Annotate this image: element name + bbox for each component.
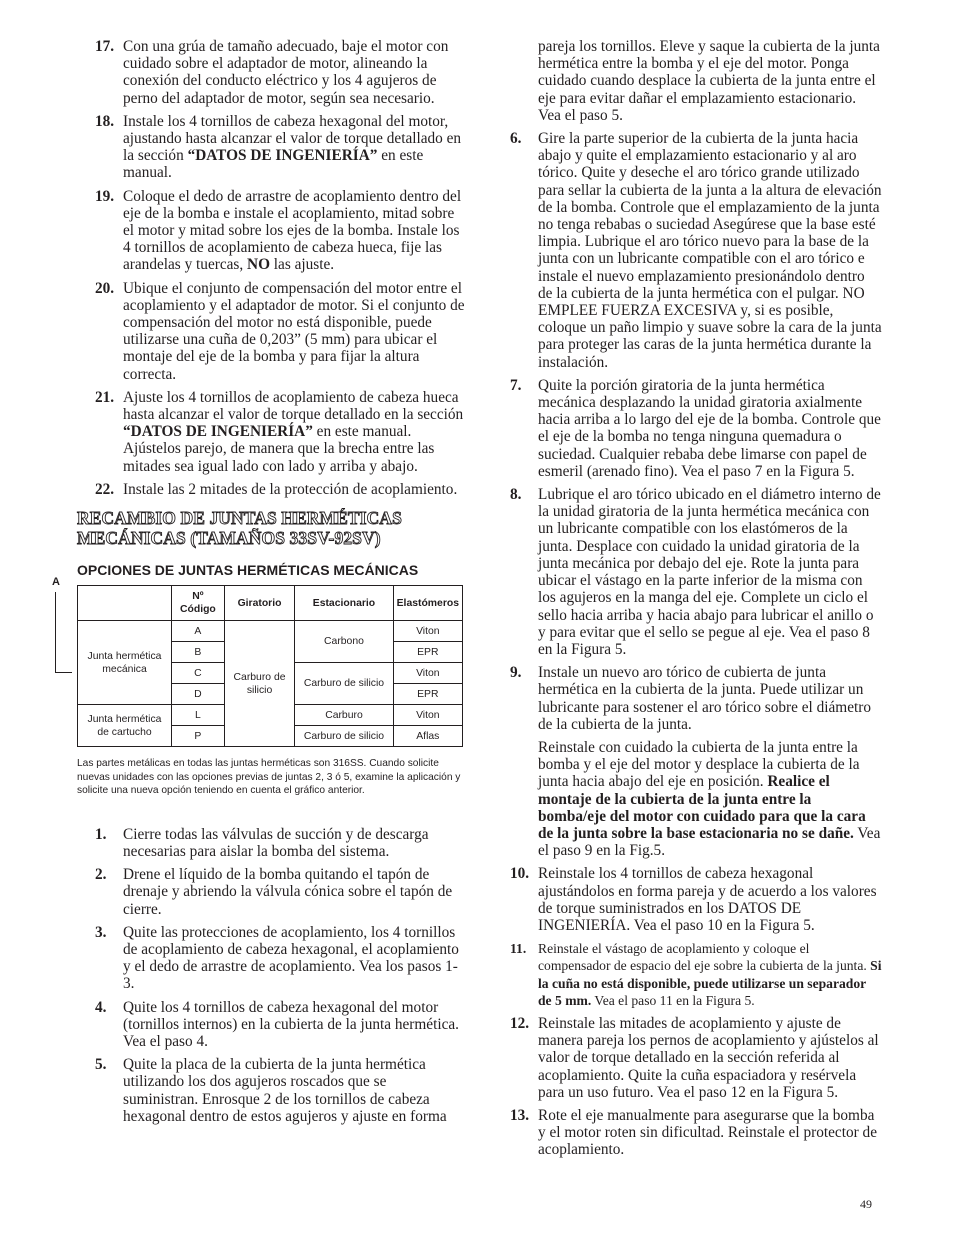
- step-number: 2.: [95, 866, 107, 884]
- step-text: Lubrique el aro tórico ubicado en el diámetro interno de la unidad giratoria de la junta hermética mecánica con un lubricante compatible con los elastómeros de la junta. Desplace con cuidado la unidad giratoria de la junta mecánica por debajo del eje. Rote la junta para ubicar el vástago en la parte inferior de la misma con los agujeros en la manga del eje. Complete un ciclo el sello hacia arriba y hacia abajo para lubricar el anillo o y para evitar que el sello se pegue al eje. Vea el paso 8 en la Figura 5.: [538, 486, 881, 658]
- marker-bracket-vertical: [55, 592, 56, 672]
- step-item: [95, 280, 465, 383]
- step-number: 12.: [510, 1014, 530, 1032]
- code-cell: L: [172, 705, 225, 726]
- step-text: Gire la parte superior de la cubierta de la junta hacia abajo y quite el emplazamiento estacionario y al aro tórico. Quite y deseche el aro tórico grande utilizado para sellar la cubierta de la junta a la altura de elevación de la bomba. Controle que el emplazamiento de la junta no tenga rebabas o suciedad Asegúrese que la base esté limpia. Lubrique el aro tórico nuevo para la base de la junta con un lubricante compatible con el aro tórico e instale el nuevo emplazamiento presionándolo dentro de la cubierta de la junta hermética con el pulgar. NO EMPLEE FUERZA EXCESIVA y, si es posible, coloque un paño limpio y suave sobre la cara de la junta para proteger las caras de la junta hermética durante la instalación.: [538, 130, 882, 371]
- code-cell: P: [172, 726, 225, 747]
- step-item: [510, 1107, 882, 1159]
- seal-options-table: [77, 585, 463, 747]
- stationary-cell: Carburo de silicio: [295, 663, 393, 705]
- step-item: [95, 924, 465, 993]
- step-paragraph: [538, 940, 882, 1009]
- step-paragraph: [123, 113, 465, 182]
- step-item: [510, 377, 882, 480]
- bold-text: NO: [247, 256, 270, 274]
- step-number: 17.: [95, 38, 115, 55]
- step-text: Instale un nuevo aro tórico de cubierta de junta hermética en la cubierta de la junta. Puede utilizar un lubricante para sostener el aro tórico sobre el diámetro de la cubierta de la junta.: [538, 664, 871, 733]
- step-text: Reinstale con cuidado la cubierta de la junta entre la bomba y el eje del motor y desplace la cubierta de la junta hacia abajo del eje en posición.: [538, 738, 860, 791]
- code-cell: B: [172, 642, 225, 663]
- step-number: 22.: [95, 480, 115, 498]
- step-text: Drene el líquido de la bomba quitando el tapón de drenaje y abriendo la válvula cónica sobre el tapón de cierre.: [123, 866, 453, 918]
- step-number: 5.: [95, 1056, 107, 1074]
- step-item: [95, 866, 465, 918]
- step-item: [95, 826, 465, 860]
- step-paragraph: [538, 486, 882, 658]
- bold-text: “DATOS DE INGENIERÍA”: [187, 147, 378, 165]
- step-text: Coloque el dedo de arrastre de acoplamiento dentro del eje de la bomba e instale el acoplamiento, mitad sobre el motor y mitad sobre los ejes de la bomba. Instale los 4 tornillos de acoplamiento de cabeza hueca, fije las arandelas y tuercas,: [123, 187, 462, 274]
- step-text: Quite la placa de la cubierta de la junta hermética utilizando los dos agujeros roscados que se suministran. Enrosque 2 de los tornillos de cabeza hexagonal dentro de estos agujeros y ajuste en forma: [123, 1056, 447, 1125]
- step-paragraph: [538, 1107, 882, 1159]
- step-number: 18.: [95, 112, 115, 130]
- step-item: [95, 1056, 465, 1125]
- header-type: [78, 586, 172, 621]
- step-text: las ajuste.: [269, 256, 335, 274]
- step-number: 4.: [95, 998, 107, 1016]
- step-item: [95, 188, 465, 274]
- step-paragraph: [538, 377, 882, 480]
- step-text: Rote el eje manualmente para asegurarse que la bomba y el motor roten sin dificultad. Reinstale el protector de acoplamiento.: [538, 1106, 877, 1159]
- step-text: Reinstale el vástago de acoplamiento y coloque el compensador de espacio del eje sobre la cubierta de la junta.: [538, 941, 871, 974]
- stationary-cell: Carburo de silicio: [295, 726, 393, 747]
- step-paragraph: [538, 130, 882, 371]
- table-row: [78, 621, 463, 642]
- step-number: 19.: [95, 187, 115, 205]
- step-text: Quite los 4 tornillos de cabeza hexagonal del motor (tornillos internos) en la cubierta de la junta hermética. Vea el paso 4.: [123, 998, 459, 1051]
- bold-text: Realice el montaje de la cubierta de la junta entre la bomba/eje del motor con cuidado para que la cara de la junta sobre la base estacionaria no se dañe.: [538, 773, 866, 842]
- stationary-cell: Carbono: [295, 621, 393, 663]
- step-paragraph: [538, 1015, 882, 1101]
- step-paragraph: [123, 1056, 465, 1125]
- step-number: 3.: [95, 923, 107, 941]
- table-title: OPCIONES DE JUNTAS HERMÉTICAS MECÁNICAS: [77, 562, 419, 579]
- step-text: Instale las 2 mitades de la protección de acoplamiento.: [123, 480, 458, 498]
- bold-text: “DATOS DE INGENIERÍA”: [123, 423, 313, 441]
- step-text: Vea el paso 11 en la Figura 5.: [591, 992, 755, 1008]
- section-title: RECAMBIO DE JUNTAS HERMÉTICAS MECÁNICAS (TAMAÑOS 33SV-92SV): [77, 508, 402, 549]
- right-column: [510, 38, 882, 1165]
- header-elastomers: Elastómeros: [393, 586, 462, 621]
- step-item: [95, 999, 465, 1051]
- step-paragraph: [123, 924, 465, 993]
- marker-bracket-horizontal: [55, 672, 72, 673]
- step-number: 1.: [95, 825, 107, 843]
- step-paragraph: [123, 999, 465, 1051]
- step-number: 6.: [510, 130, 522, 148]
- step-paragraph: [123, 866, 465, 918]
- left-column: [77, 38, 465, 1131]
- step-text: en este manual.: [123, 147, 424, 182]
- step-number: 10.: [510, 865, 530, 883]
- step-number: 8.: [510, 486, 522, 504]
- step-text: en este manual. Ajústelos parejo, de manera que la brecha entre las mitades sea igual lado con lado y arriba y abajo.: [123, 423, 435, 475]
- elastomer-cell: Viton: [393, 663, 462, 684]
- step-paragraph: [538, 739, 882, 859]
- step-item: [510, 940, 882, 1009]
- group-cartridge: Junta hermética de cartucho: [78, 705, 172, 747]
- step-text: Quite las protecciones de acoplamiento, los 4 tornillos de acoplamiento de cabeza hexagonal, el acoplamiento y el dedo de arrastre de acoplamiento. Vea los pasos 1-3.: [123, 923, 459, 993]
- step-number: 7.: [510, 376, 522, 394]
- step-paragraph: [123, 188, 465, 274]
- elastomer-cell: Aflas: [393, 726, 462, 747]
- rotating-cell: Carburo de silicio: [224, 621, 295, 747]
- header-rotating: Giratorio: [224, 586, 295, 621]
- step-list-seal-replacement: [95, 826, 465, 1125]
- table-note: Las partes metálicas en todas las juntas herméticas son 316SS. Cuando solicite nuevas unidades con las opciones previas de juntas 2, 3 ó 5, examine la aplicación y solicite una nueva opción teniendo en cuenta el gráfico anterior.: [77, 758, 461, 797]
- table-header-row: [78, 586, 463, 621]
- group-mechanical: Junta hermética mecánica: [78, 621, 172, 705]
- header-stationary: Estacionario: [295, 586, 393, 621]
- page-number: 49: [860, 1197, 872, 1211]
- code-cell: D: [172, 684, 225, 705]
- step-paragraph: [123, 481, 465, 498]
- step-text: Reinstale las mitades de acoplamiento y ajuste de manera pareja los pernos de acoplamiento y ajústelos al valor de torque detallado en la sección referida al acoplamiento. Quite la cuña espaciadora y resérvela para un uso futuro. Vea el paso 12 en la Figura 5.: [538, 1014, 879, 1101]
- step-text: Quite la porción giratoria de la junta hermética mecánica desplazando la unidad giratoria axialmente hacia arriba a lo largo del eje de la bomba. Controle que el eje de la bomba no tenga ninguna quemadura o suciedad. Cualquier rebaba debe limarse con papel de esmeril (arenado fino). Vea el paso 7 en la Figura 5.: [538, 376, 881, 480]
- elastomer-cell: Viton: [393, 705, 462, 726]
- step-number: 11.: [510, 941, 527, 957]
- code-cell: A: [172, 621, 225, 642]
- step-number: 21.: [95, 388, 115, 406]
- step-item: [510, 865, 882, 934]
- step-paragraph: [123, 38, 465, 107]
- step-item: [95, 481, 465, 498]
- elastomer-cell: Viton: [393, 621, 462, 642]
- bold-text: Si la cuña no está disponible, puede utilizarse un separador de 5 mm.: [538, 958, 882, 1008]
- elastomer-cell: EPR: [393, 684, 462, 705]
- step-item: [95, 38, 465, 107]
- step-item: [510, 664, 882, 859]
- step-item: [510, 1015, 882, 1101]
- step-item: [95, 113, 465, 182]
- step-paragraph: [123, 826, 465, 860]
- step-paragraph: [123, 280, 465, 383]
- step-text: Con una grúa de tamaño adecuado, baje el motor con cuidado sobre el adaptador de motor, alineando la conexión del conducto eléctrico y los 4 agujeros de perno del adaptador de motor, según sea necesario.: [123, 38, 449, 107]
- step-item: [95, 389, 465, 475]
- stationary-cell: Carburo: [295, 705, 393, 726]
- step-text: Ajuste los 4 tornillos de acoplamiento de cabeza hueca hasta alcanzar el valor de torque detallado en la sección: [123, 388, 464, 424]
- elastomer-cell: EPR: [393, 642, 462, 663]
- step-number: 9.: [510, 664, 522, 682]
- section-marker-letter: A: [52, 576, 60, 588]
- section-marker: [52, 578, 72, 675]
- step-list-motor-install: [95, 38, 465, 498]
- step-text: Reinstale los 4 tornillos de cabeza hexagonal ajustándolos en forma pareja y de acuerdo a los valores de torque suministrados en los DATOS DE INGENIERÍA. Vea el paso 10 en la Figura 5.: [538, 865, 877, 934]
- step-paragraph: [538, 865, 882, 934]
- step-text: Ubique el conjunto de compensación del motor entre el acoplamiento y el adaptador de motor. Si el conjunto de compensación del motor no está disponible, puede utilizarse una cuña de 0,203” (5 mm) para ubicar el montaje del eje de la bomba y para fijar la altura correcta.: [123, 279, 465, 383]
- step-text: Cierre todas las válvulas de succión y de descarga necesarias para aislar la bomba del sistema.: [123, 825, 429, 860]
- step-paragraph: [538, 664, 882, 733]
- step-item: [510, 486, 882, 658]
- step-number: 20.: [95, 279, 115, 297]
- step-item: [510, 130, 882, 371]
- step-text: Instale los 4 tornillos de cabeza hexagonal del motor, ajustando hasta alcanzar el valor de torque detallado en la sección: [123, 112, 462, 165]
- code-cell: C: [172, 663, 225, 684]
- step-list-seal-install: [510, 130, 882, 1159]
- step-continuation: pareja los tornillos. Eleve y saque la cubierta de la junta hermética entre la bomba y el eje del motor. Ponga cuidado cuando desplace la cubierta de la junta entre el eje para evitar dañar el emplazamiento estacionario. Vea el paso 5.: [538, 38, 880, 124]
- step-paragraph: [123, 389, 465, 475]
- step-text: Vea el paso 9 en la Fig.5.: [538, 824, 881, 860]
- header-code: Nº Código: [172, 586, 225, 621]
- step-number: 13.: [510, 1106, 530, 1124]
